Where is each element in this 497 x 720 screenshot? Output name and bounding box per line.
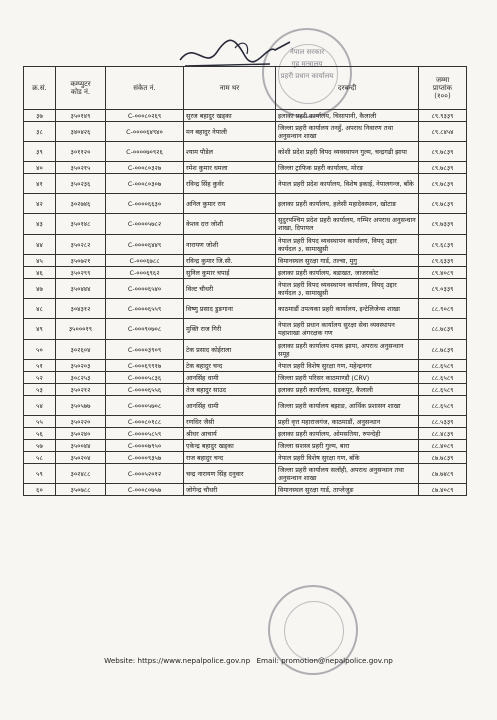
cell-computer-code: ३५०५७७ — [56, 396, 106, 416]
table-row — [24, 384, 467, 396]
cell-name: टेक बहादुर चन्द — [184, 360, 276, 372]
cell-computer-code: ३५०२२० — [56, 416, 106, 428]
seal-line-1: नेपाल सरकार — [289, 48, 325, 56]
cell-serial-number: ५२ — [24, 372, 56, 384]
cell-roll-number: C-००००६४४९ — [106, 235, 184, 255]
cell-computer-code: ३५०७८८ — [56, 484, 106, 496]
cell-computer-code: ३०२४८८ — [56, 464, 106, 484]
table-row — [24, 416, 467, 428]
cell-serial-number: ५६ — [24, 428, 56, 440]
header-marks-line3: (१००) — [434, 92, 451, 100]
cell-name: श्याम पौडेल — [184, 142, 276, 162]
cell-computer-code: ३५०२१५ — [56, 162, 106, 174]
table-row — [24, 360, 467, 372]
cell-roll-number: C-०००६९९१७ — [106, 360, 184, 372]
cell-roll-number: C-००००६४९४० — [106, 122, 184, 142]
cell-roll-number: C-०००६९६२ — [106, 267, 184, 279]
cell-computer-code: ३४०४२६ — [56, 122, 106, 142]
cell-office: नेपाल प्रहरी प्रदेश कार्यालय, विशेष इकाई, नेपालगन्ज, बाँके — [276, 174, 419, 194]
table-row — [24, 110, 467, 122]
cell-computer-code: ३०४३१२ — [56, 299, 106, 319]
cell-total-marks: ८९.४०८९ — [419, 267, 467, 279]
cell-total-marks: ८८.६५८९ — [419, 372, 467, 384]
results-table — [23, 66, 467, 496]
cell-office: सुदुरपश्चिम प्रदेश प्रहरी कार्यालय, गम्भिर अपराध अनुसन्धान शाखा, दिपायल — [276, 214, 419, 235]
cell-total-marks: ८८.७८३९ — [419, 319, 467, 340]
cell-roll-number: C-०००९०७०८ — [106, 319, 184, 340]
cell-total-marks: ८९.६८३९ — [419, 235, 467, 255]
cell-name: विष्णु प्रसाद डुङगाना — [184, 299, 276, 319]
cell-total-marks: ८८.४०८९ — [419, 440, 467, 452]
page-footer — [0, 656, 497, 665]
cell-office: नेपाल प्रहरी प्रधान कार्यालय सुरक्षा सेवा व्यवस्थापन महाशाखा अंगरक्षक गण — [276, 319, 419, 340]
cell-serial-number: ५३ — [24, 384, 56, 396]
table-row — [24, 464, 467, 484]
cell-name: नारायण जोशी — [184, 235, 276, 255]
table-header-row — [24, 67, 467, 110]
cell-roll-number: C-००००६५५६ — [106, 384, 184, 396]
table-row — [24, 279, 467, 299]
table-row — [24, 452, 467, 464]
cell-roll-number: C-००००७०९२६ — [106, 142, 184, 162]
cell-computer-code: ३५००४४ — [56, 440, 106, 452]
cell-computer-code: ३०८२५३ — [56, 372, 106, 384]
cell-name: केशव दत्त जोशी — [184, 214, 276, 235]
cell-total-marks: ८७.७८३९ — [419, 452, 467, 464]
cell-office: नेपाल प्रहरी विपद व्यवस्थापन कार्यालय, विपद् उद्दार कार्यदल ३, सामाखुसी — [276, 279, 419, 299]
cell-office: इलाका प्रहरी कार्यालय, सडकपुर, कैलाली — [276, 384, 419, 396]
table-row — [24, 174, 467, 194]
table-row — [24, 214, 467, 235]
cell-total-marks: ८८.९०८९ — [419, 299, 467, 319]
cell-serial-number: ५० — [24, 340, 56, 360]
cell-total-marks: ८७.७४८९ — [419, 464, 467, 484]
cell-office: इलाका प्रहरी कार्यालय, ओमसतिया, रुपन्देही — [276, 428, 419, 440]
cell-roll-number: C-००००५८३६ — [106, 372, 184, 384]
cell-roll-number: C-००००५७०८ — [106, 396, 184, 416]
cell-office: जिल्ला प्रहरी कार्यालय तनहुँ, अपराध निवारण तथा अनुसन्धान शाखा — [276, 122, 419, 142]
cell-office: जिल्ला प्रहरी परिसर काठमाण्डौ (CRV) — [276, 372, 419, 384]
cell-name: एकेन्द्र बहादुर खड्का — [184, 440, 276, 452]
cell-serial-number: ५४ — [24, 396, 56, 416]
cell-roll-number: C-००००६५४० — [106, 279, 184, 299]
cell-office: जिल्ला सशस्त्र प्रहरी गुल्म, बारा — [276, 440, 419, 452]
cell-name: रविन्द्र सिंह कुवँर — [184, 174, 276, 194]
cell-total-marks: ८८.५३३९ — [419, 416, 467, 428]
cell-office: काठमाडौं उपत्यका प्रहरी कार्यालय, इन्टेलिजेन्स शाखा — [276, 299, 419, 319]
cell-name: रणधिर जैसी — [184, 416, 276, 428]
cell-computer-code: ३५०७२१ — [56, 255, 106, 267]
cell-office: इलाका प्रहरी कार्यालय दमक झापा, अपराध अनुसन्धान समूह — [276, 340, 419, 360]
cell-serial-number: ४५ — [24, 255, 56, 267]
cell-roll-number: C-००००३९०९ — [106, 340, 184, 360]
table-row — [24, 142, 467, 162]
cell-computer-code: ३५०१४९ — [56, 110, 106, 122]
header-marks-line2: प्राप्तांक — [432, 84, 453, 92]
cell-name: विल्ट चौधरी — [184, 279, 276, 299]
header-marks-line1: जम्मा — [435, 76, 450, 84]
cell-roll-number: C-००००६५५९ — [106, 299, 184, 319]
cell-serial-number: ४७ — [24, 279, 56, 299]
header-computer-code — [56, 67, 106, 110]
cell-total-marks: ८९.९३३९ — [419, 110, 467, 122]
cell-name: श्रीधर आचार्य — [184, 428, 276, 440]
cell-name: आनसिंह धामी — [184, 372, 276, 384]
cell-name: अनिल कुमार राय — [184, 194, 276, 214]
cell-office: जिल्ला प्रहरी कार्यालय बझाङ, आर्थिक प्रशासन शाखा — [276, 396, 419, 416]
cell-serial-number: ५१ — [24, 360, 56, 372]
seal-line-2: गृह मन्त्रालय — [291, 60, 323, 68]
cell-name: सुनिल कुमार चपाई — [184, 267, 276, 279]
cell-computer-code: ३५०२३६ — [56, 174, 106, 194]
cell-serial-number: ४६ — [24, 267, 56, 279]
header-serial-number: क्र.सं. — [24, 67, 56, 110]
table-row — [24, 396, 467, 416]
cell-office: नेपाल प्रहरी विपद व्यवस्थापन कार्यालय, विपद् उद्दार कार्यदल ३, सामाखुसी — [276, 235, 419, 255]
cell-computer-code: ३५०२४० — [56, 428, 106, 440]
cell-total-marks: ८९.७८३९ — [419, 142, 467, 162]
cell-serial-number: ४३ — [24, 214, 56, 235]
cell-total-marks: ८८.६५८९ — [419, 396, 467, 416]
header-total-marks — [419, 67, 467, 110]
table-row — [24, 255, 467, 267]
cell-total-marks: ८९.०३३९ — [419, 279, 467, 299]
cell-serial-number: ५५ — [24, 416, 56, 428]
cell-computer-code: ३०२७४६ — [56, 194, 106, 214]
cell-office: कोशी प्रदेश प्रहरी विपद व्यवस्थापन गुल्म, चन्द्रगढी झापा — [276, 142, 419, 162]
cell-office: इलाका प्रहरी कार्यालय, बडाखत, जाजरकोट — [276, 267, 419, 279]
cell-name: आनसिंह धामी — [184, 396, 276, 416]
cell-roll-number: C-००००५७८२ — [106, 214, 184, 235]
cell-serial-number: ३८ — [24, 122, 56, 142]
cell-roll-number: C-००००९३५७ — [106, 452, 184, 464]
cell-serial-number: ५८ — [24, 452, 56, 464]
header-computer-code-line1: कम्प्युटर — [70, 80, 91, 88]
cell-serial-number: ४४ — [24, 235, 56, 255]
cell-name: तेज बहादुर साउद — [184, 384, 276, 396]
table-row — [24, 267, 467, 279]
cell-roll-number: C-०००५२०१२ — [106, 464, 184, 484]
cell-roll-number: C-०००८०३२७ — [106, 162, 184, 174]
cell-serial-number: ३७ — [24, 110, 56, 122]
cell-computer-code: ३५०२९९ — [56, 267, 106, 279]
cell-total-marks: ८९.७८३९ — [419, 162, 467, 174]
cell-serial-number: ३९ — [24, 142, 56, 162]
cell-total-marks: ८९.७८३९ — [419, 194, 467, 214]
table-row — [24, 319, 467, 340]
cell-computer-code: ३५०२१२ — [56, 384, 106, 396]
cell-total-marks: ८८.७८३९ — [419, 340, 467, 360]
table-row — [24, 194, 467, 214]
cell-total-marks: ८९.७८३९ — [419, 174, 467, 194]
cell-computer-code: ३५०१४८ — [56, 214, 106, 235]
header-roll-number: संकेत नं. — [106, 67, 184, 110]
header-office: दरबन्दी — [276, 67, 419, 110]
cell-total-marks: ८९.६३३९ — [419, 255, 467, 267]
table-row — [24, 428, 467, 440]
cell-office: नेपाल प्रहरी विशेष सुरक्षा गण, महेन्द्रनगर — [276, 360, 419, 372]
cell-name: सुरज बहादुर खड्का — [184, 110, 276, 122]
cell-total-marks: ८८.६५८९ — [419, 384, 467, 396]
cell-office: इलाका प्रहरी कार्यालय, चिसापानी, कैलाली — [276, 110, 419, 122]
table-row — [24, 162, 467, 174]
cell-roll-number: C-०००८०३०७ — [106, 174, 184, 194]
cell-total-marks: ८८.४८३९ — [419, 428, 467, 440]
cell-serial-number: ४८ — [24, 299, 56, 319]
cell-roll-number: C-०००८०१८८ — [106, 416, 184, 428]
header-computer-code-line2: कोड नं. — [70, 88, 91, 96]
cell-roll-number: C-००००७९५० — [106, 440, 184, 452]
cell-serial-number: ४० — [24, 162, 56, 174]
cell-computer-code: ३५०००१९ — [56, 319, 106, 340]
cell-office: जिल्ला ट्राफिक प्रहरी कार्यालय, मोरङ — [276, 162, 419, 174]
table-row — [24, 440, 467, 452]
cell-name: रविन्द्र कुमार जि.सी. — [184, 255, 276, 267]
cell-total-marks: ८८.६५८९ — [419, 360, 467, 372]
header-name: नाम थर — [184, 67, 276, 110]
footer-email: Email: promotion@nepalpolice.gov.np — [256, 656, 393, 665]
cell-serial-number: ४२ — [24, 194, 56, 214]
cell-serial-number: ५९ — [24, 464, 56, 484]
cell-roll-number: C-००००५८५९ — [106, 428, 184, 440]
cell-computer-code: ३५०२०४ — [56, 452, 106, 464]
cell-total-marks: ८७.४०८९ — [419, 484, 467, 496]
cell-serial-number: ४१ — [24, 174, 56, 194]
cell-name: टेक प्रसाद कोईराला — [184, 340, 276, 360]
cell-computer-code: ३५०४४४ — [56, 279, 106, 299]
cell-office: विमानस्थल सुरक्षा गार्ड, तल्चा, मुगु — [276, 255, 419, 267]
table-row — [24, 372, 467, 384]
cell-name: जोगेन्द्र चौधरी — [184, 484, 276, 496]
cell-office: जिल्ला प्रहरी कार्यालय सलाँही, अपराध अनुसन्धान तथा अनुसन्धान शाखा — [276, 464, 419, 484]
cell-roll-number: C-००००६६३० — [106, 194, 184, 214]
cell-office: इलाका प्रहरी कार्यालय, हलेसी महादेवस्थान, खोटाङ — [276, 194, 419, 214]
cell-computer-code: ३०२६०४ — [56, 340, 106, 360]
cell-computer-code: ३५०२०३ — [56, 360, 106, 372]
table-row — [24, 235, 467, 255]
cell-name: चन्द्र नारायण सिंह दनुवार — [184, 464, 276, 484]
table-row — [24, 340, 467, 360]
cell-office: विमानस्थल सुरक्षा गार्ड, ताप्लेजुङ — [276, 484, 419, 496]
cell-roll-number: C-०००८०७५७ — [106, 484, 184, 496]
cell-computer-code: ३५०२८२ — [56, 235, 106, 255]
seal-line-3: प्रहरी प्रधान कार्यालय — [280, 72, 334, 80]
cell-total-marks: ८९.७३३९ — [419, 214, 467, 235]
cell-roll-number: C-०००८०२६९ — [106, 110, 184, 122]
cell-computer-code: ३०११२० — [56, 142, 106, 162]
cell-name: रमेश कुमार धमला — [184, 162, 276, 174]
cell-name: मन बहादुर नेपाली — [184, 122, 276, 142]
cell-serial-number: ४९ — [24, 319, 56, 340]
table-row — [24, 299, 467, 319]
table-row — [24, 122, 467, 142]
cell-name: मुक्ति राज गिरी — [184, 319, 276, 340]
cell-total-marks: ८९.८४५४ — [419, 122, 467, 142]
cell-office: प्रहरी वृत्त महाराजगंज, काठमाडौं, अनुसन्धान — [276, 416, 419, 428]
cell-serial-number: ५७ — [24, 440, 56, 452]
cell-roll-number: C-०००६७८८ — [106, 255, 184, 267]
cell-office: नेपाल प्रहरी विशेष सुरक्षा गण, बाँके — [276, 452, 419, 464]
cell-serial-number: ६० — [24, 484, 56, 496]
footer-website: Website: https://www.nepalpolice.gov.np — [104, 656, 251, 665]
table-row — [24, 484, 467, 496]
cell-name: राज बहादुर चन्द — [184, 452, 276, 464]
